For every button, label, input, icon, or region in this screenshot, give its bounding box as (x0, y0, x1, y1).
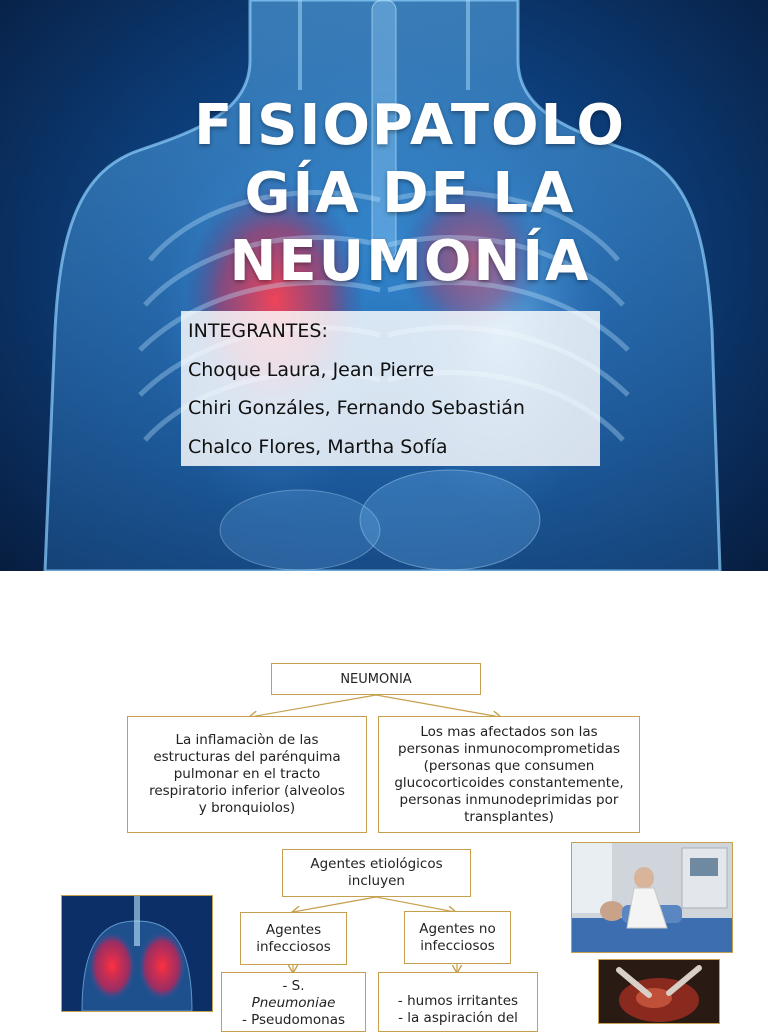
infectious-list-text (242, 978, 345, 1029)
surgery-illustration (599, 960, 719, 1023)
lungs-image (61, 895, 213, 1012)
title-line: NEUMONÍA (229, 229, 591, 294)
list-item: - la aspiración del (398, 1010, 518, 1026)
agents-text (310, 856, 442, 890)
text-line: incluyen (348, 873, 405, 889)
affected-text (394, 724, 623, 826)
text-line: infecciosos (256, 938, 331, 955)
text-line: estructuras del parénquima (153, 749, 341, 765)
text-line: respiratorio inferior (alveolos (149, 783, 345, 799)
list-item: - Pseudomonas (241, 1012, 346, 1028)
members-heading: INTEGRANTES: (188, 320, 328, 342)
list-item: Pneumoniae (251, 995, 336, 1011)
text-line: pulmonar en el tracto (173, 766, 321, 782)
title-line: GÍA DE LA (244, 161, 576, 226)
text-line: Los mas afectados son las (420, 723, 598, 740)
presentation-title (190, 92, 630, 296)
lungs-illustration (62, 896, 212, 1011)
arrow-root-left (250, 695, 376, 717)
definition-text (149, 732, 345, 817)
text-line: Agentes etiológicos (310, 856, 443, 872)
arrow-root-right (376, 695, 500, 717)
noninfectious-agents-text (419, 921, 495, 955)
list-item: - S. (282, 978, 305, 994)
hospital-photo (571, 842, 733, 953)
text-line: La inflamaciòn de las (175, 732, 319, 748)
text-line: infecciosos (420, 937, 495, 954)
list-item: - humos irritantes (397, 993, 519, 1009)
title-line: FISIOPATOLO (194, 93, 626, 158)
member-name: Chalco Flores, Martha Sofía (188, 435, 448, 458)
text-line: y bronquiolos) (198, 800, 296, 816)
noninfectious-agents-list (378, 972, 538, 1032)
root-node (271, 663, 481, 695)
member-name: Choque Laura, Jean Pierre (188, 358, 435, 381)
members-panel (181, 311, 600, 466)
noninfectious-agents-box (404, 911, 511, 964)
noninfectious-list-text (398, 993, 518, 1027)
root-label: NEUMONIA (340, 671, 412, 687)
affected-box (378, 716, 640, 833)
text-line: glucocorticoides constantemente, (394, 774, 624, 791)
infectious-agents-text (256, 922, 331, 956)
text-line: personas inmunocomprometidas (398, 740, 620, 757)
text-line: personas inmunodeprimidas por (399, 791, 619, 808)
definition-box (127, 716, 367, 833)
infectious-agents-box (240, 912, 347, 965)
surgery-photo (598, 959, 720, 1024)
member-name: Chiri Gonzáles, Fernando Sebastián (188, 397, 525, 419)
text-line: Agentes no (419, 920, 496, 937)
agents-box (282, 849, 471, 897)
arrow-agents-noninfectious (376, 897, 455, 912)
text-line: Agentes (265, 921, 322, 938)
patient-in-bed-illustration (572, 843, 732, 952)
text-line: (personas que consumen (423, 757, 595, 774)
arrow-agents-infectious (293, 897, 376, 912)
text-line: transplantes) (464, 808, 554, 825)
infectious-agents-list (221, 972, 366, 1032)
